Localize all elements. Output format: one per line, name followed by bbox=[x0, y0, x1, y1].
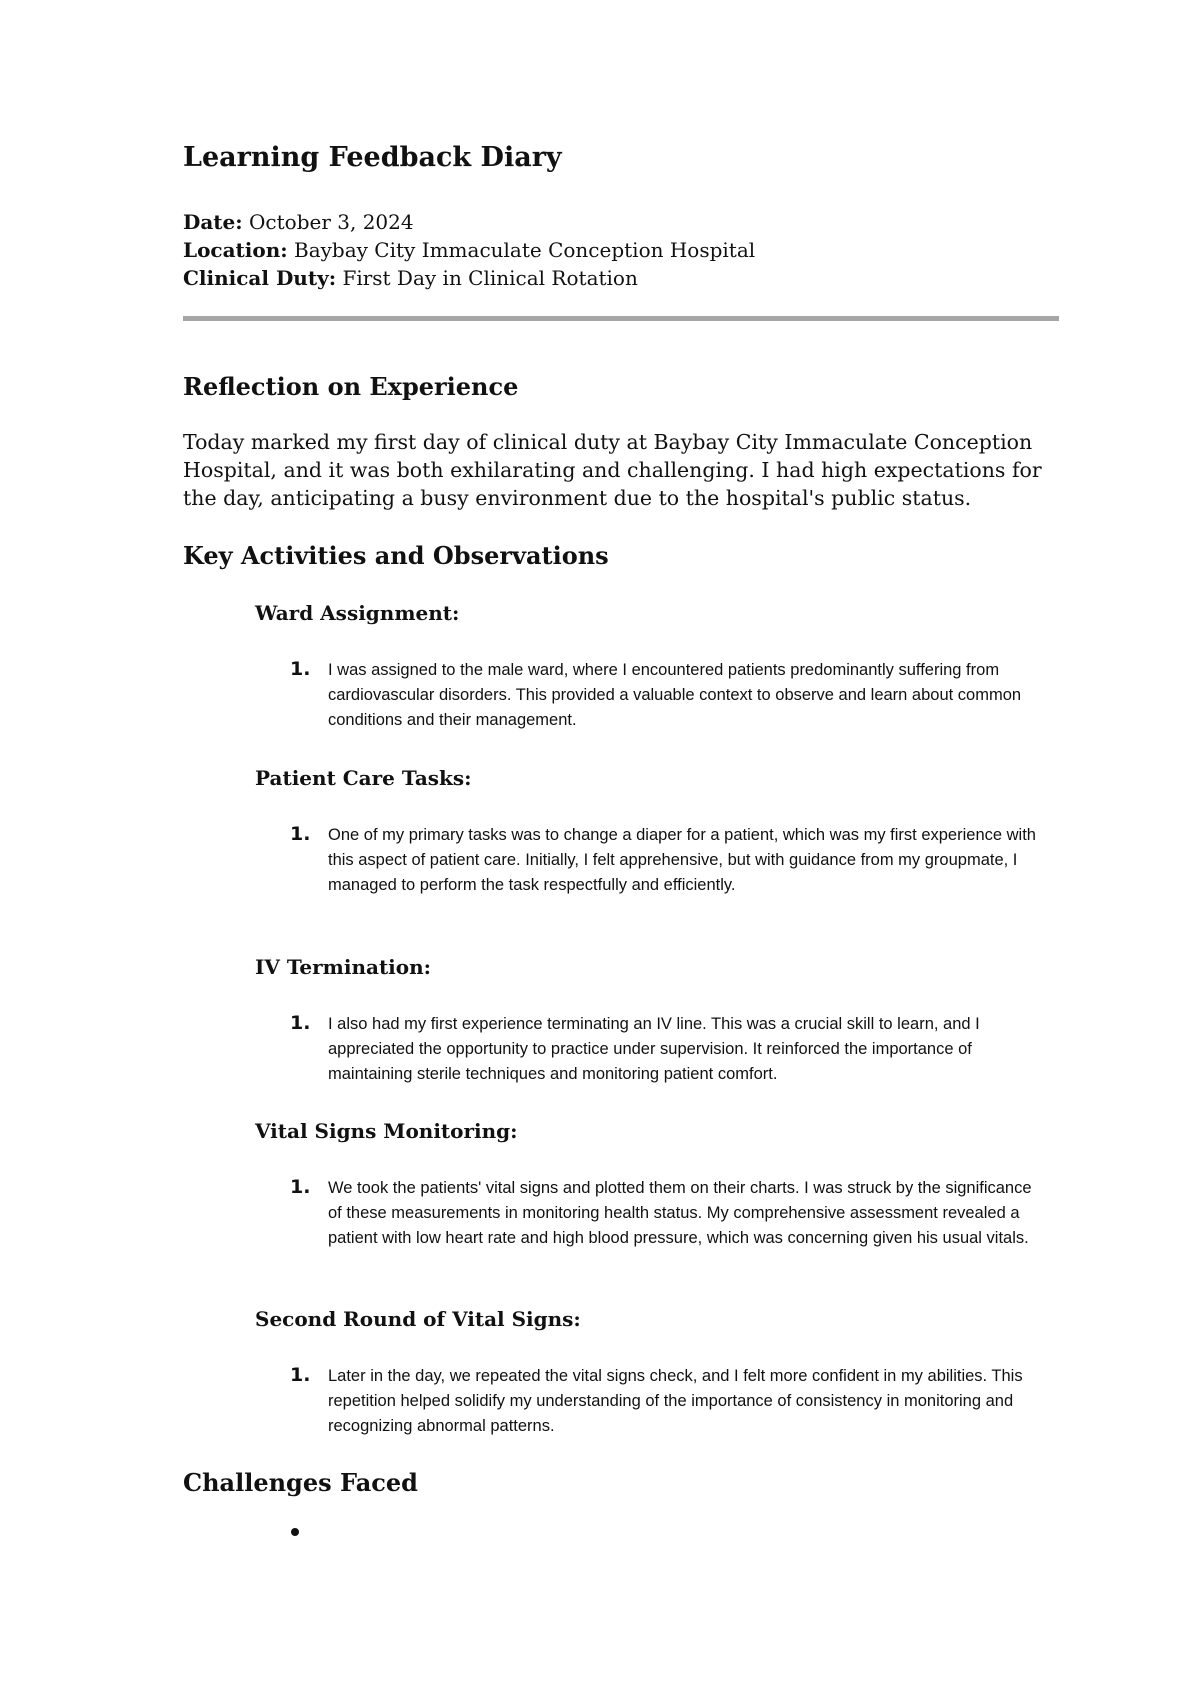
list-number: 1. bbox=[290, 1012, 311, 1034]
bullet-icon bbox=[291, 1528, 299, 1536]
reflection-heading: Reflection on Experience bbox=[183, 372, 519, 401]
section-heading-ward-assignment: Ward Assignment: bbox=[255, 601, 460, 625]
section-heading-second-round-vital-signs: Second Round of Vital Signs: bbox=[255, 1307, 581, 1331]
meta-clinical-duty bbox=[183, 268, 638, 288]
list-number: 1. bbox=[290, 823, 311, 845]
meta-date-value: October 3, 2024 bbox=[249, 210, 414, 234]
horizontal-divider bbox=[183, 316, 1059, 321]
meta-location bbox=[183, 240, 755, 260]
challenges-heading: Challenges Faced bbox=[183, 1468, 418, 1497]
list-number: 1. bbox=[290, 1176, 311, 1198]
document-title: Learning Feedback Diary bbox=[183, 142, 562, 173]
meta-location-value: Baybay City Immaculate Conception Hospital bbox=[294, 238, 756, 262]
list-number: 1. bbox=[290, 658, 311, 680]
list-item-text: I also had my first experience terminating an IV line. This was a crucial skill to learn, and I appreciated the opportunity to practice under supervision. It reinforced the importance of maintaining sterile techniques and monitoring patient comfort. bbox=[328, 1015, 980, 1083]
list-item-text: I was assigned to the male ward, where I encountered patients predominantly suffering from cardiovascular disorders. This provided a valuable context to observe and learn about common conditions and their management. bbox=[328, 661, 1022, 729]
meta-location-label: Location: bbox=[183, 238, 288, 262]
meta-clinical-duty-label: Clinical Duty: bbox=[183, 266, 337, 290]
meta-date-label: Date: bbox=[183, 210, 243, 234]
section-heading-patient-care-tasks: Patient Care Tasks: bbox=[255, 766, 472, 790]
section-heading-vital-signs-monitoring: Vital Signs Monitoring: bbox=[255, 1119, 518, 1143]
list-item-text: We took the patients' vital signs and plotted them on their charts. I was struck by the significance of these measurements in monitoring health status. My comprehensive assessment revealed a patient with low heart rate and high blood pressure, which was concerning given his usual vitals. bbox=[328, 1179, 1032, 1247]
section-heading-iv-termination: IV Termination: bbox=[255, 955, 432, 979]
reflection-paragraph: Today marked my first day of clinical duty at Baybay City Immaculate Conception Hospital, and it was both exhilarating and challenging. I had high expectations for the day, anticipating a busy environment due to the hospital's public status. bbox=[183, 430, 1042, 510]
activities-heading: Key Activities and Observations bbox=[183, 541, 609, 570]
list-item-text: Later in the day, we repeated the vital signs check, and I felt more confident in my abilities. This repetition helped solidify my understanding of the importance of consistency in monitoring and recognizing abnormal patterns. bbox=[328, 1367, 1023, 1435]
meta-date bbox=[183, 212, 414, 232]
list-number: 1. bbox=[290, 1364, 311, 1386]
list-item-text: One of my primary tasks was to change a diaper for a patient, which was my first experience with this aspect of patient care. Initially, I felt apprehensive, but with guidance from my groupmate, I managed to perform the task respectfully and efficiently. bbox=[328, 826, 1036, 894]
meta-clinical-duty-value: First Day in Clinical Rotation bbox=[342, 266, 638, 290]
